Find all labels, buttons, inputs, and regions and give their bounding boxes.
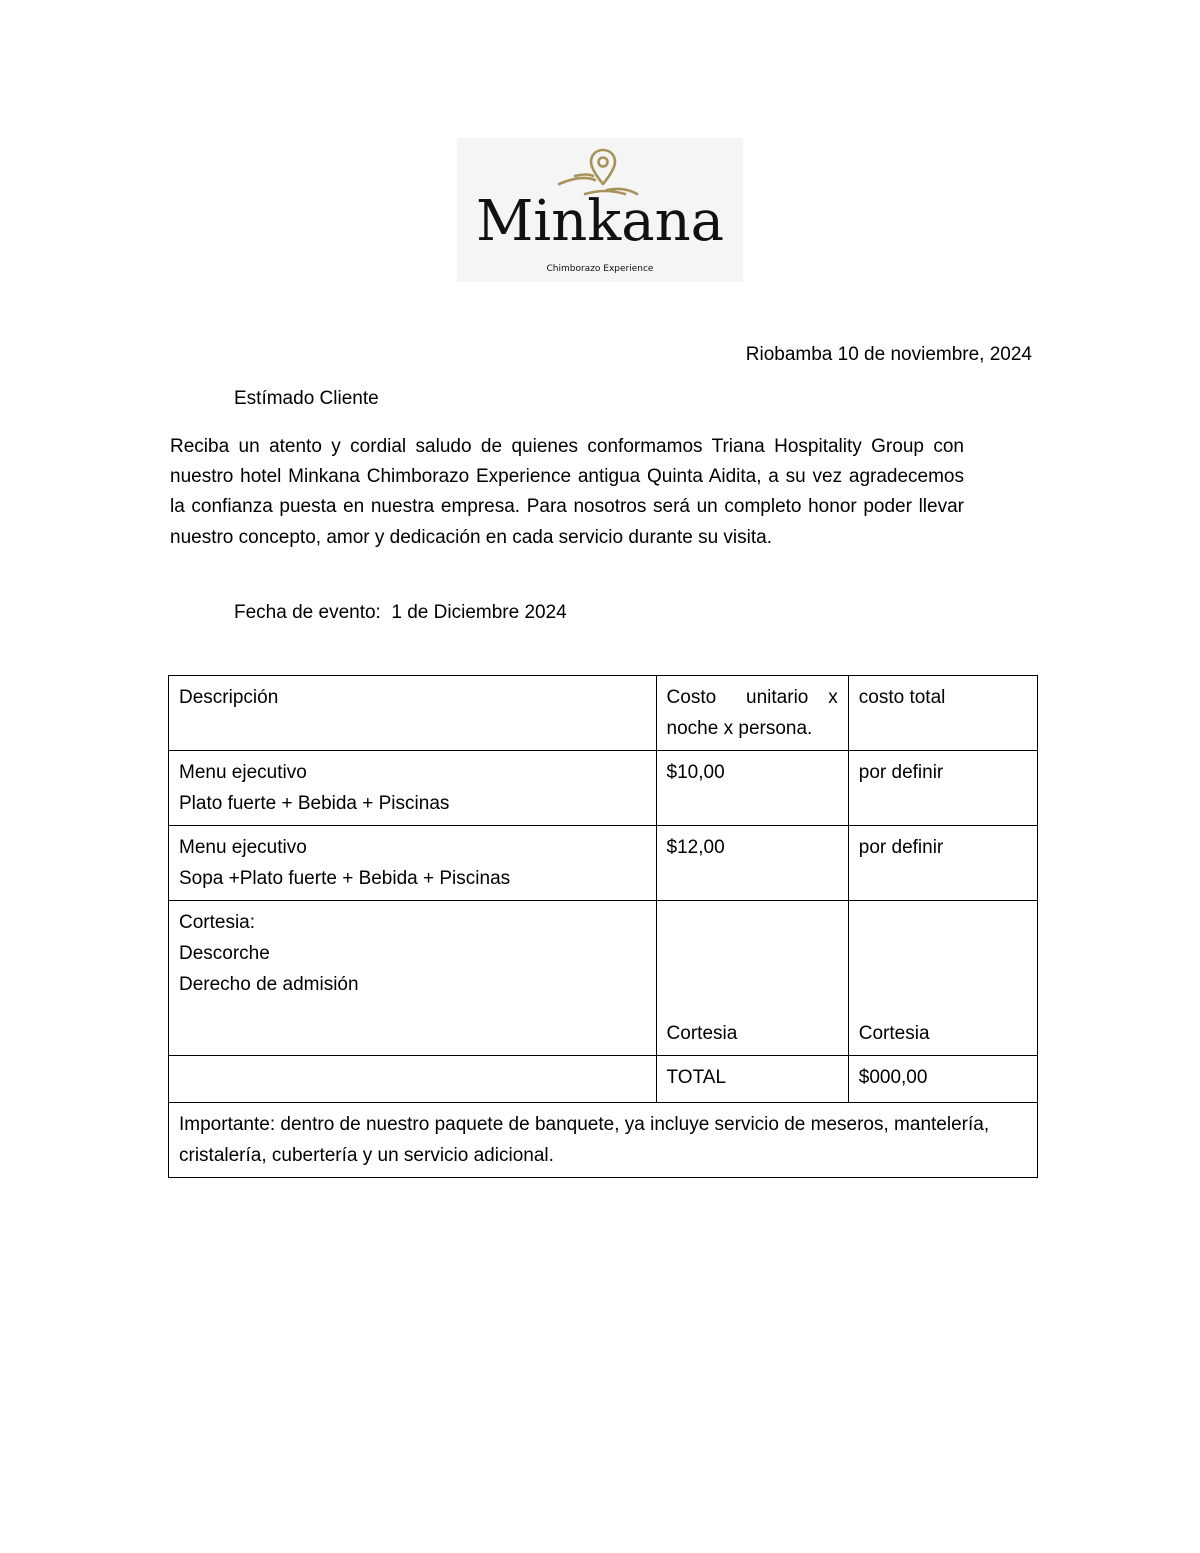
table-row [169,826,1038,901]
letter-date: Riobamba 10 de noviembre, 2024 [745,344,1032,365]
courtesy-item: Derecho de admisión [179,974,359,995]
total-label: TOTAL [656,1056,848,1103]
row-total-cost: por definir [848,826,1037,901]
letter-body: Reciba un atento y cordial saludo de quienes conformamos Triana Hospitality Group con nuestro hotel Minkana Chimborazo Experience antigua Quinta Aidita, a su vez agradecemos la confianza puesta en nuestra empresa. Para nosotros será un completo honor poder llevar nuestro concepto, amor y dedicación en cada servicio durante su visita. [170,436,964,548]
header-unit-cost [656,676,848,751]
table-row [169,751,1038,826]
courtesy-title: Cortesia: [179,912,256,933]
row-description [169,826,657,901]
header-total-cost-text: costo total [858,687,946,708]
row-unit-cost: $12,00 [656,826,848,901]
header-description [169,676,657,751]
courtesy-item: Descorche [179,943,270,964]
row-detail: Plato fuerte + Bebida + Piscinas [179,793,450,814]
row-detail: Sopa +Plato fuerte + Bebida + Piscinas [179,868,511,889]
event-date-label: Fecha de evento: [234,602,381,623]
courtesy-unit: Cortesia [656,901,848,1056]
event-date [234,600,567,626]
event-date-value: 1 de Diciembre 2024 [391,602,567,623]
row-title: Menu ejecutivo [179,837,307,858]
row-total-cost: por definir [848,751,1037,826]
row-unit-cost: $10,00 [656,751,848,826]
note-row [169,1103,1038,1178]
row-description [169,751,657,826]
row-title: Menu ejecutivo [179,762,307,783]
header-unit-cost-line1: Costo unitario x [666,687,838,708]
total-value: $000,00 [848,1056,1037,1103]
important-note: Importante: dentro de nuestro paquete de banquete, ya incluye servicio de meseros, mantelería, cristalería, cubertería y un servicio adicional. [169,1103,1038,1178]
logo-subtitle: Chimborazo Experience [546,264,654,274]
header-total-cost [848,676,1037,751]
total-empty-cell [169,1056,657,1103]
letter-greeting: Estímado Cliente [234,388,379,409]
quote-table [168,675,1038,1178]
table-header-row [169,676,1038,751]
header-description-text: Descripción [179,687,279,708]
courtesy-description [169,901,657,1056]
minkana-logo [457,138,743,282]
logo-title: Minkana [475,189,725,254]
header-unit-cost-line2: noche x persona. [666,718,813,739]
courtesy-total: Cortesia [848,901,1037,1056]
courtesy-row [169,901,1038,1056]
total-row [169,1056,1038,1103]
